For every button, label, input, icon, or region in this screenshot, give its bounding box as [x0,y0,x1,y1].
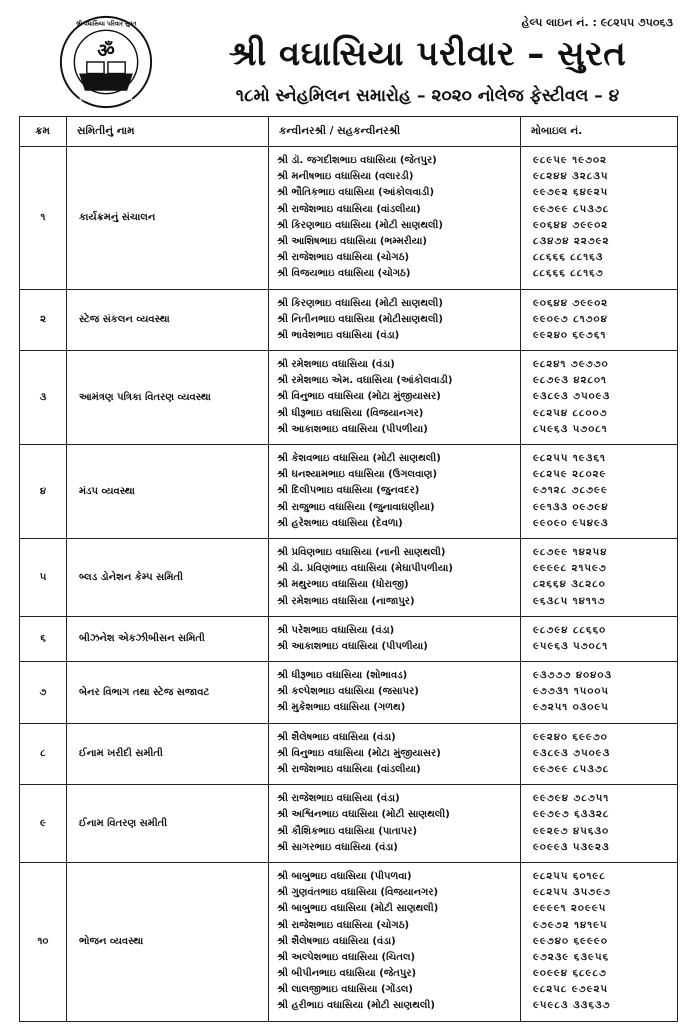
mobile-list [521,662,678,724]
convener-name: શ્રી આકાશભાઇ વઘાસિયા (પીપળીયા) [277,640,428,652]
convener-name: શ્રી ગુણવંતભાઇ વઘાસિયા (વિજયાનગર) [277,887,439,899]
mobile-number: ૯૬૩૮૫ ૧૪૧૧૭ [533,595,606,607]
mobile-number: ૯૯૭૯૨ ૬૪૯૨૫ [533,187,609,199]
mobile-number: ૯૯૭૯૭ ૬૩૩૨૮ [533,809,610,821]
row-serial: ૬ [20,616,67,661]
mobile-list [521,616,678,661]
mobile-number: ૮૫૯૬૩ ૫૭૦૮૧ [533,423,608,435]
mobile-number: ૯૭૧૨૮ ૭૮૭૯૯ [533,485,608,497]
convener-name: શ્રી ડૉ. પ્રવિણભાઇ વઘાસિયા (મેઘાપીપળીયા) [277,563,453,575]
committee-name: સ્ટેજ સંકલન વ્યવસ્થા [67,289,269,351]
table-body [20,147,678,1022]
mobile-number: ૯૮૯૫૯ ૧૯૭૦૨ [533,155,607,166]
committee-name: ભોજન વ્યવસ્થા [67,862,269,1021]
mobile-number: ૯૩૮૯૩ ૭૫૦૯૩ [533,747,611,759]
convener-name: શ્રી વિજયભાઇ વઘાસિયા (ચોગઠ) [277,268,411,280]
mobile-number: ૯૭૨૫૧ ૦૩૦૯૫ [533,702,609,714]
table-row [20,147,678,290]
convener-list [269,662,521,724]
mobile-number: ૯૮૨૫૫ ૬૦૧૯૮ [533,870,606,882]
mobile-number: ૯૦૬૪૪ ૭૯૯૦૨ [533,297,609,309]
convener-name: શ્રી રાજેશભાઇ વઘાસિયા (ચોગઠ) [277,919,410,931]
convener-name: શ્રી બાબુભાઇ વઘાસિયા (મોટી સાણથલી) [277,903,439,915]
mobile-number: ૯૩૮૯૩ ૭૫૦૯૩ [533,391,611,403]
table-header-row [20,117,678,147]
mobile-number: ૯૮૨૫૮ ૯૭૯૨૫ [533,984,609,996]
helpline-number: હેલ્પ લાઇન નં. : ૯૮૨૫૫ ૭૫૦૬૩ [521,16,673,29]
convener-name: શ્રી રાજેશભાઇ વઘાસિયા (વાંડલીયા) [277,203,421,215]
convener-list [269,351,521,445]
convener-name: શ્રી રમેશભાઇ વઘાસિયા (વંડા) [277,359,395,371]
mobile-number: ૯૮૨૪૧ ૭૯૭૭૦ [533,359,609,371]
convener-name: શ્રી બાબુભાઇ વઘાસિયા (પીપળવા) [277,870,412,882]
mobile-list [521,785,678,863]
mobile-number: ૯૯૨૪૦ ૬૯૭૬૧ [533,329,607,341]
table-row [20,538,678,616]
mobile-number: ૯૯૭૯૯ ૮૫૩૭૮ [533,203,610,215]
committee-name: ઈનામ વિતરણ સમીતી [67,785,269,863]
row-serial: ૯ [20,785,67,863]
convener-name: શ્રી શૈલેષભાઇ વઘાસિયા (વંડા) [277,935,396,947]
row-serial: ૫ [20,538,67,616]
convener-name: શ્રી હરેશભાઇ વઘાસિયા (દેવળા) [277,517,403,529]
convener-name: શ્રી કિરણભાઇ વઘાસિયા (મોટી સાણથલી) [277,219,443,231]
mobile-number: ૯૯૭૪૦ ૬૯૯૯૦ [533,935,608,947]
row-serial: ૩ [20,351,67,445]
mobile-number: ૯૩૭૭૭ ૪૦૪૦૩ [533,670,613,682]
table-row [20,785,678,863]
committee-name: બ્લડ ડોનેશન કેમ્પ સમિતી [67,538,269,616]
mobile-number: ૯૯૭૯૯ ૮૫૩૭૮ [533,764,610,775]
convener-name: શ્રી આશિષભાઇ વઘાસિયા (ભમ્મરીયા) [277,235,427,247]
mobile-list [521,289,678,351]
convener-name: શ્રી રાજેશભાઇ વઘાસિયા (ચોગઠ) [277,252,410,264]
mobile-number: ૯૦૬૪૪ ૭૯૯૦૨ [533,219,609,231]
mobile-number: ૯૮૭૯૯ ૧૪૨૫૪ [533,546,608,558]
convener-name: શ્રી રાજેશભાઇ વઘાસિયા (વંડા) [277,793,400,805]
mobile-number: ૯૯૨૯૭ ૪૫૬૩૦ [533,825,610,837]
convener-name: શ્રી નિતીનભાઇ વઘાસિયા (મોટીસાણથલી) [277,313,443,325]
convener-list [269,785,521,863]
mobile-number: ૯૮૭૯૩ ૪૨૮૦૧ [533,375,607,387]
convener-name: શ્રી મથુરભાઇ વઘાસિયા (ધોરાજી) [277,579,409,591]
mobile-number: ૯૮૨૪૪ ૩૨૮૩૫ [533,171,609,183]
committee-name: બેનર વિભાગ તથા સ્ટેજ સજાવટ [67,662,269,724]
mobile-number: ૯૫૯૬૩ ૫૭૦૮૧ [533,640,609,652]
convener-name: શ્રી રમેશભાઇ એમ. વઘાસિયા (આંકોલવાડી) [277,375,453,387]
mobile-list [521,723,678,785]
convener-name: શ્રી ધીરૂભાઇ વઘાસિયા (શોભાવડ) [277,670,408,682]
mobile-number: ૯૦૯૯૪ ૬૮૯૮૭ [533,968,607,980]
page-title: શ્રી વઘાસિયા પરીવાર – સુરત [228,34,627,74]
committee-name: બીઝનેશ એકઝીબીસન સમિતી [67,616,269,661]
convener-list [269,147,521,290]
mobile-list [521,538,678,616]
table-row [20,445,678,539]
convener-name: શ્રી આકાશભાઇ વઘાસિયા (પીપળીયા) [277,423,428,435]
mobile-number: ૯૯૭૯૪ ૭૮૭૫૧ [533,793,610,805]
convener-name: શ્રી ઘનશ્યામભાઇ વઘાસિયા (ઉગલવાણ) [277,469,438,481]
mobile-number: ૯૯૨૪૦ ૬૯૯૭૦ [533,731,608,743]
mobile-list [521,445,678,539]
convener-name: શ્રી અલ્પેશભાઇ વઘાસિયા (ચિતલ) [277,951,416,963]
om-symbol: ॐ [97,39,115,63]
samaj-logo [58,14,154,110]
mobile-number: ૯૮૨૫૫ ૧૯૩૬૧ [533,453,606,464]
convener-name: શ્રી પરેશભાઇ વઘાસિયા (વંડા) [277,624,395,636]
convener-name: શ્રી હરીભાઇ વઘાસિયા (મોટી સાણથલી) [277,1000,435,1012]
mobile-number: ૯૭૨૩૯ ૬૩૯૫૬ [533,951,610,963]
mobile-number: ૯૯૦૯૦ ૯૫૪૯૩ [533,517,609,529]
convener-name: શ્રી વિનુભાઇ વઘાસિયા (મોટા મુંજીયાસર) [277,747,441,759]
convener-name: શ્રી લાલજીભાઇ વઘાસિયા (ગોંડલ) [277,984,413,996]
convener-name: શ્રી સાગરભાઇ વઘાસિયા (વંડા) [277,841,398,853]
convener-list [269,616,521,661]
mobile-number: ૮૩૪૭૪ ૨૨૭૯૨ [533,235,610,247]
row-serial: ૪ [20,445,67,539]
convener-name: શ્રી ભાવેશભાઇ વઘાસિયા (વંડા) [277,329,400,341]
convener-list [269,289,521,351]
mobile-number: ૯૮૭૯૪ ૮૮૬૬૦ [533,624,607,636]
mobile-number: ૯૦૯૯૩ ૫૩૯૨૩ [533,841,610,853]
convener-list [269,445,521,539]
mobile-list [521,351,678,445]
row-serial: ૧૦ [20,862,67,1021]
convener-name: શ્રી કૌશિકભાઇ વઘાસિયા (પાતાપર) [277,825,418,837]
committee-name: ઈનામ ખરીદી સમીતી [67,723,269,785]
mobile-number: ૮૨૬૬૪ ૩૮૨૮૦ [533,579,606,591]
row-serial: ૧ [20,147,67,290]
table-row [20,862,678,1021]
convener-name: શ્રી શૈલેષભાઇ વઘાસિયા (વંડા) [277,731,396,743]
page-subtitle: ૧૮મો સ્નેહમિલન સમારોહ – ૨૦૨૦ નોલેજ ફેસ્ટીવલ – ૪ [235,86,620,106]
mobile-number: ૮૮૬૬૬ ૮૮૧૬૩ [533,252,604,264]
convener-name: શ્રી અશ્વિનભાઇ વઘાસિયા (મોટી સાણથલી) [277,809,450,821]
convener-name: શ્રી કેશવભાઇ વઘાસિયા (મોટી સાણથલી) [277,453,441,464]
convener-name: શ્રી દિલીપભાઇ વઘાસિયા (જુનવદર) [277,485,420,497]
mobile-list [521,862,678,1021]
row-serial: ૭ [20,662,67,724]
committee-table [19,116,678,1022]
mobile-number: ૯૭૭૩૧ ૧૫૦૦૫ [533,686,609,698]
convener-list [269,862,521,1021]
header-mobile: મોબાઇલ નં. [521,117,678,147]
convener-name: શ્રી વિનુભાઇ વઘાસિયા (મોટા મુંજીયાસર) [277,391,441,403]
committee-name: કાર્યક્રમનું સંચાલન [67,147,269,290]
convener-name: શ્રી બીપીનભાઇ વઘાસિયા (જેતપુર) [277,968,417,980]
table-row [20,616,678,661]
mobile-number: ૯૮૨૫૫ ૩૫૭૯૭ [533,887,611,899]
header-committee-name: સમિતીનું નામ [67,117,269,147]
convener-name: શ્રી કલ્પેશભાઇ વઘાસિયા (જસાપર) [277,686,419,698]
convener-name: શ્રી રાજુભાઇ વઘાસિયા (જુનાવાઘણીયા) [277,501,435,513]
convener-name: શ્રી રાજેશભાઇ વઘાસિયા (વાંડલીયા) [277,764,421,775]
logo-motto: સા વિદ્યા યા વિમુક્તયે [79,95,133,103]
mobile-number: ૯૮૨૫૯ ૨૮૦૨૯ [533,469,607,481]
mobile-number: ૯૯૯૯૧ ૨૦૯૯૫ [533,903,607,915]
convener-name: શ્રી ડૉ. જગદીશભાઇ વઘાસિયા (જેતપુર) [277,155,437,166]
convener-name: શ્રી પ્રવિણભાઇ વઘાસિયા (નાની સાણથલી) [277,546,446,558]
header-convener: કન્વીનરશ્રી / સહકન્વીનરશ્રી [269,117,521,147]
row-serial: ૮ [20,723,67,785]
header-serial: ક્રમ [20,117,67,147]
mobile-number: ૯૫૯૮૩ ૩૩૬૩૭ [533,1000,611,1012]
mobile-number: ૮૮૬૬૬ ૮૮૧૬૭ [533,268,604,280]
table-row [20,351,678,445]
committee-name: મંડપ વ્યવસ્થા [67,445,269,539]
convener-name: શ્રી મનીષભાઇ વઘાસિયા (વલારડી) [277,171,414,183]
mobile-number: ૯૭૯૭૨ ૧૪૧૯૫ [533,919,608,931]
convener-name: શ્રી ધીરૂભાઇ વઘાસિયા (વિજયાનગર) [277,407,424,419]
mobile-number: ૯૯૦૯૭ ૮૧૭૦૪ [533,313,608,325]
convener-list [269,723,521,785]
table-row [20,289,678,351]
row-serial: ૨ [20,289,67,351]
table-row [20,723,678,785]
mobile-number: ૯૮૨૫૪ ૮૮૦૦૭ [533,407,608,419]
committee-name: આમંત્રણ પત્રિકા વિતરણ વ્યવસ્થા [67,351,269,445]
mobile-number: ૯૯૧૩૩ ૦૯૭૯૪ [533,501,609,513]
convener-name: શ્રી મુકેશભાઇ વઘાસિયા (ગળથ) [277,702,406,714]
logo-ring-text: શ્રી વઘાસિયા પરિવાર સુરત [75,21,137,28]
convener-name: શ્રી રમેશભાઇ વઘાસિયા (નાજાપુર) [277,595,415,607]
table-row [20,662,678,724]
mobile-list [521,147,678,290]
convener-name: શ્રી ભૌતિકભાઇ વઘાસિયા (આંકોલવાડી) [277,187,435,199]
convener-list [269,538,521,616]
convener-name: શ્રી કિરણભાઇ વઘાસિયા (મોટી સાણથલી) [277,297,443,309]
mobile-number: ૯૯૯૯૮ ૨૧૫૯૭ [533,563,607,575]
